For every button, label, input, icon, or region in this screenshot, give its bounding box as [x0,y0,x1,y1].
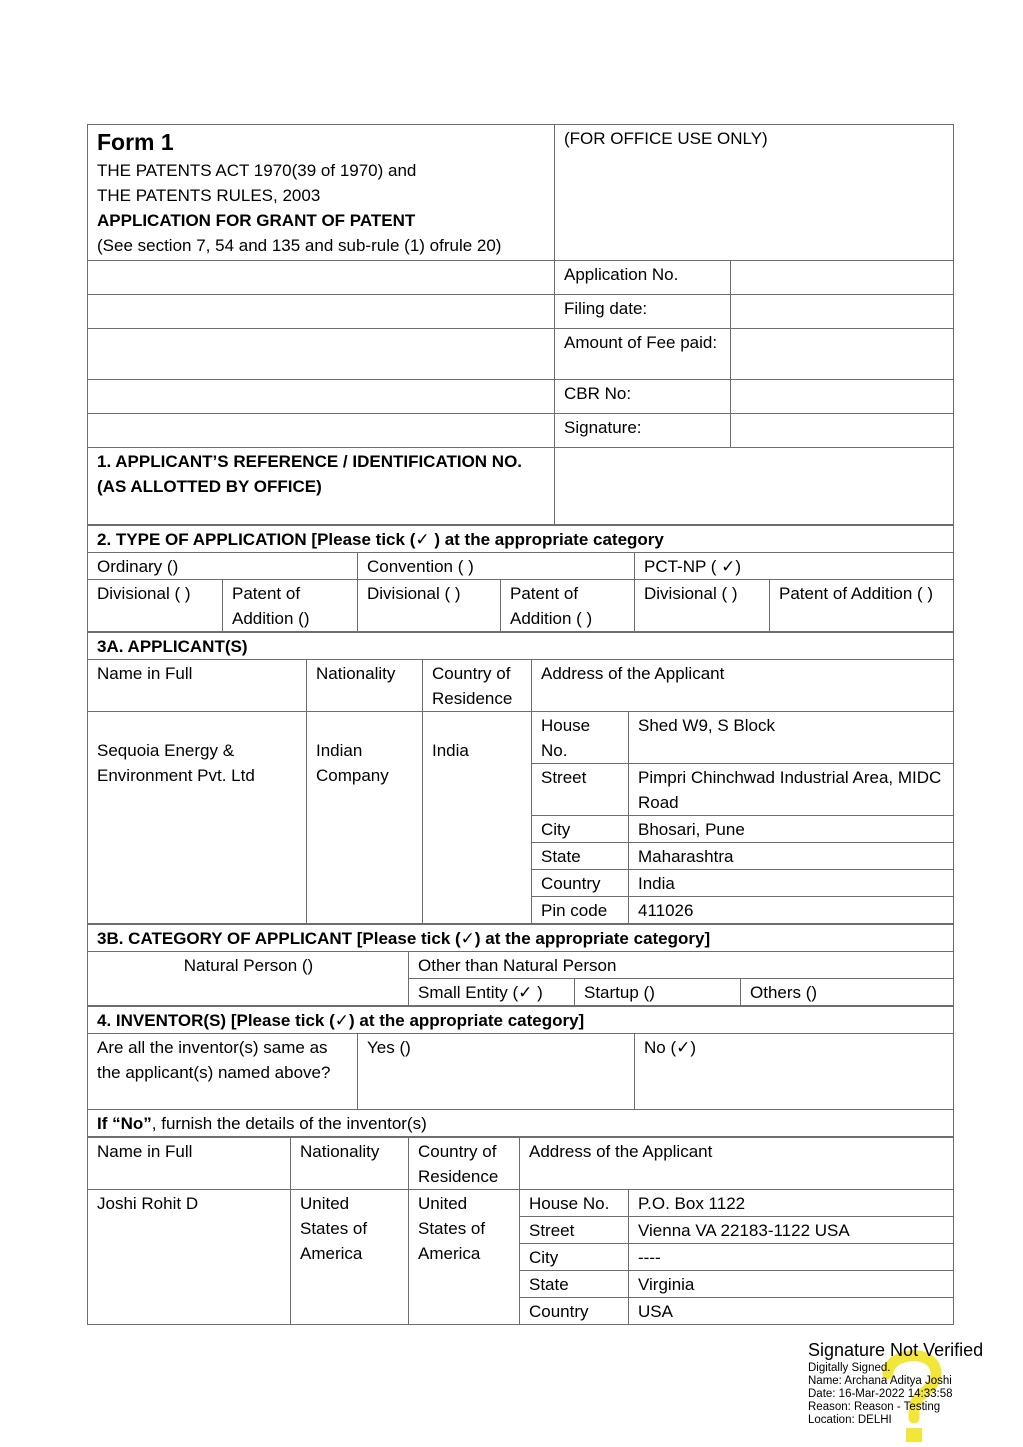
signature-name: Name: Archana Aditya Joshi [808,1375,952,1387]
inventors-question-table [87,1006,954,1137]
application-type-table [87,525,954,632]
signature-field[interactable] [731,414,954,448]
inventor-address-value: Virginia [629,1271,954,1298]
form-header-table [87,124,954,525]
inventor-address-label: City [520,1244,629,1271]
applicant-address-value: Shed W9, S Block [629,712,954,764]
applicant-address-value: Bhosari, Pune [629,816,954,843]
signature-date: Date: 16-Mar-2022 14:33:58 [808,1388,953,1400]
applicant-address-label: Pin code [532,897,629,924]
form-title: Form 1 [97,129,174,155]
application-no-label: Application No. [555,261,731,295]
office-use-cell [555,125,954,261]
inventors-no-option[interactable]: No (✓) [635,1034,954,1110]
ordinary-option[interactable]: Ordinary () [88,553,358,580]
inventor-nationality-header: Nationality [291,1138,409,1190]
applicant-address-label: Country [532,870,629,897]
cbr-no-label: CBR No: [555,380,731,414]
blank-cell [88,295,555,329]
signature-location: Location: DELHI [808,1414,892,1426]
digital-signature-stamp[interactable] [808,1338,1023,1447]
divisional-option-2[interactable]: Divisional ( ) [358,580,501,632]
inventor-address-label: Street [520,1217,629,1244]
rules-line: THE PATENTS RULES, 2003 [97,186,321,205]
fee-paid-field[interactable] [731,329,954,380]
applicants-table [87,632,954,924]
form-title-cell [88,125,555,261]
divisional-option-1[interactable]: Divisional ( ) [88,580,223,632]
applicant-category-heading: 3B. CATEGORY OF APPLICANT [Please tick (✓) at the appropriate category] [88,925,954,952]
applicant-nationality: Indian Company [307,712,423,924]
section-reference: (See section 7, 54 and 135 and sub-rule (1) ofrule 20) [97,236,502,255]
inventor-name-header: Name in Full [88,1138,291,1190]
inventor-address-value: USA [629,1298,954,1325]
applicant-address-header: Address of the Applicant [532,660,954,712]
inventor-address-label: House No. [520,1190,629,1217]
applicant-reference-heading: 1. APPLICANT’S REFERENCE / IDENTIFICATION NO. (AS ALLOTTED BY OFFICE) [88,448,555,525]
inventor-address-value: P.O. Box 1122 [629,1190,954,1217]
signature-reason: Reason: Reason - Testing [808,1401,941,1413]
filing-date-field[interactable] [731,295,954,329]
applicant-address-value: India [629,870,954,897]
small-entity-option[interactable]: Small Entity (✓ ) [409,979,575,1006]
inventor-country-header: Country of Residence [409,1138,520,1190]
applicant-address-value: 411026 [629,897,954,924]
patent-form [87,124,953,1325]
startup-option[interactable]: Startup () [575,979,741,1006]
blank-cell [88,380,555,414]
inventor-nationality: United States of America [291,1190,409,1325]
patent-of-addition-option-1[interactable]: Patent of Addition () [223,580,358,632]
convention-option[interactable]: Convention ( ) [358,553,635,580]
applicants-heading: 3A. APPLICANT(S) [88,633,954,660]
signature-status: Signature Not Verified [808,1340,984,1360]
patent-of-addition-option-2[interactable]: Patent of Addition ( ) [501,580,635,632]
pct-np-option[interactable]: PCT-NP ( ✓) [635,553,954,580]
fee-paid-label: Amount of Fee paid: [555,329,731,380]
applicant-address-label: Street [532,764,629,816]
other-than-natural-person-label: Other than Natural Person [409,952,954,979]
inventor-address-label: Country [520,1298,629,1325]
natural-person-option[interactable]: Natural Person () [88,952,409,1006]
applicant-country-header: Country of Residence [423,660,532,712]
inventor-address-label: State [520,1271,629,1298]
applicant-name-header: Name in Full [88,660,307,712]
applicant-name: Sequoia Energy & Environment Pvt. Ltd [88,712,307,924]
others-option[interactable]: Others () [741,979,954,1006]
filing-date-label: Filing date: [555,295,731,329]
application-type-heading: 2. TYPE OF APPLICATION [Please tick (✓ ) at the appropriate category [88,526,954,553]
inventor-country: United States of America [409,1190,520,1325]
inventors-table [87,1137,954,1325]
applicant-address-value: Maharashtra [629,843,954,870]
inventors-details-note [88,1110,954,1137]
applicant-category-table [87,924,954,1006]
applicant-nationality-header: Nationality [307,660,423,712]
applicant-country: India [423,712,532,924]
blank-cell [88,329,555,380]
blank-cell [88,261,555,295]
applicant-address-value: Pimpri Chinchwad Industrial Area, MIDC Road [629,764,954,816]
inventor-address-value: ---- [629,1244,954,1271]
if-no-text: , furnish the details of the inventor(s) [151,1114,427,1133]
inventor-address-value: Vienna VA 22183-1122 USA [629,1217,954,1244]
applicant-address-label: House No. [532,712,629,764]
inventors-heading: 4. INVENTOR(S) [Please tick (✓) at the appropriate category] [88,1007,954,1034]
office-use-label: (FOR OFFICE USE ONLY) [564,129,768,148]
application-no-field[interactable] [731,261,954,295]
application-heading: APPLICATION FOR GRANT OF PATENT [97,211,416,230]
inventors-yes-option[interactable]: Yes () [358,1034,635,1110]
act-line: THE PATENTS ACT 1970(39 of 1970) and [97,161,417,180]
signature-label: Signature: [555,414,731,448]
applicant-address-label: City [532,816,629,843]
blank-cell [88,414,555,448]
cbr-no-field[interactable] [731,380,954,414]
applicant-address-label: State [532,843,629,870]
patent-of-addition-option-3[interactable]: Patent of Addition ( ) [770,580,954,632]
inventor-name: Joshi Rohit D [88,1190,291,1325]
applicant-reference-field[interactable] [555,448,954,525]
inventors-same-question: Are all the inventor(s) same as the applicant(s) named above? [88,1034,358,1110]
divisional-option-3[interactable]: Divisional ( ) [635,580,770,632]
if-no-label: If “No” [97,1114,152,1133]
inventor-address-header: Address of the Applicant [520,1138,954,1190]
signature-digitally-signed: Digitally Signed. [808,1362,891,1374]
